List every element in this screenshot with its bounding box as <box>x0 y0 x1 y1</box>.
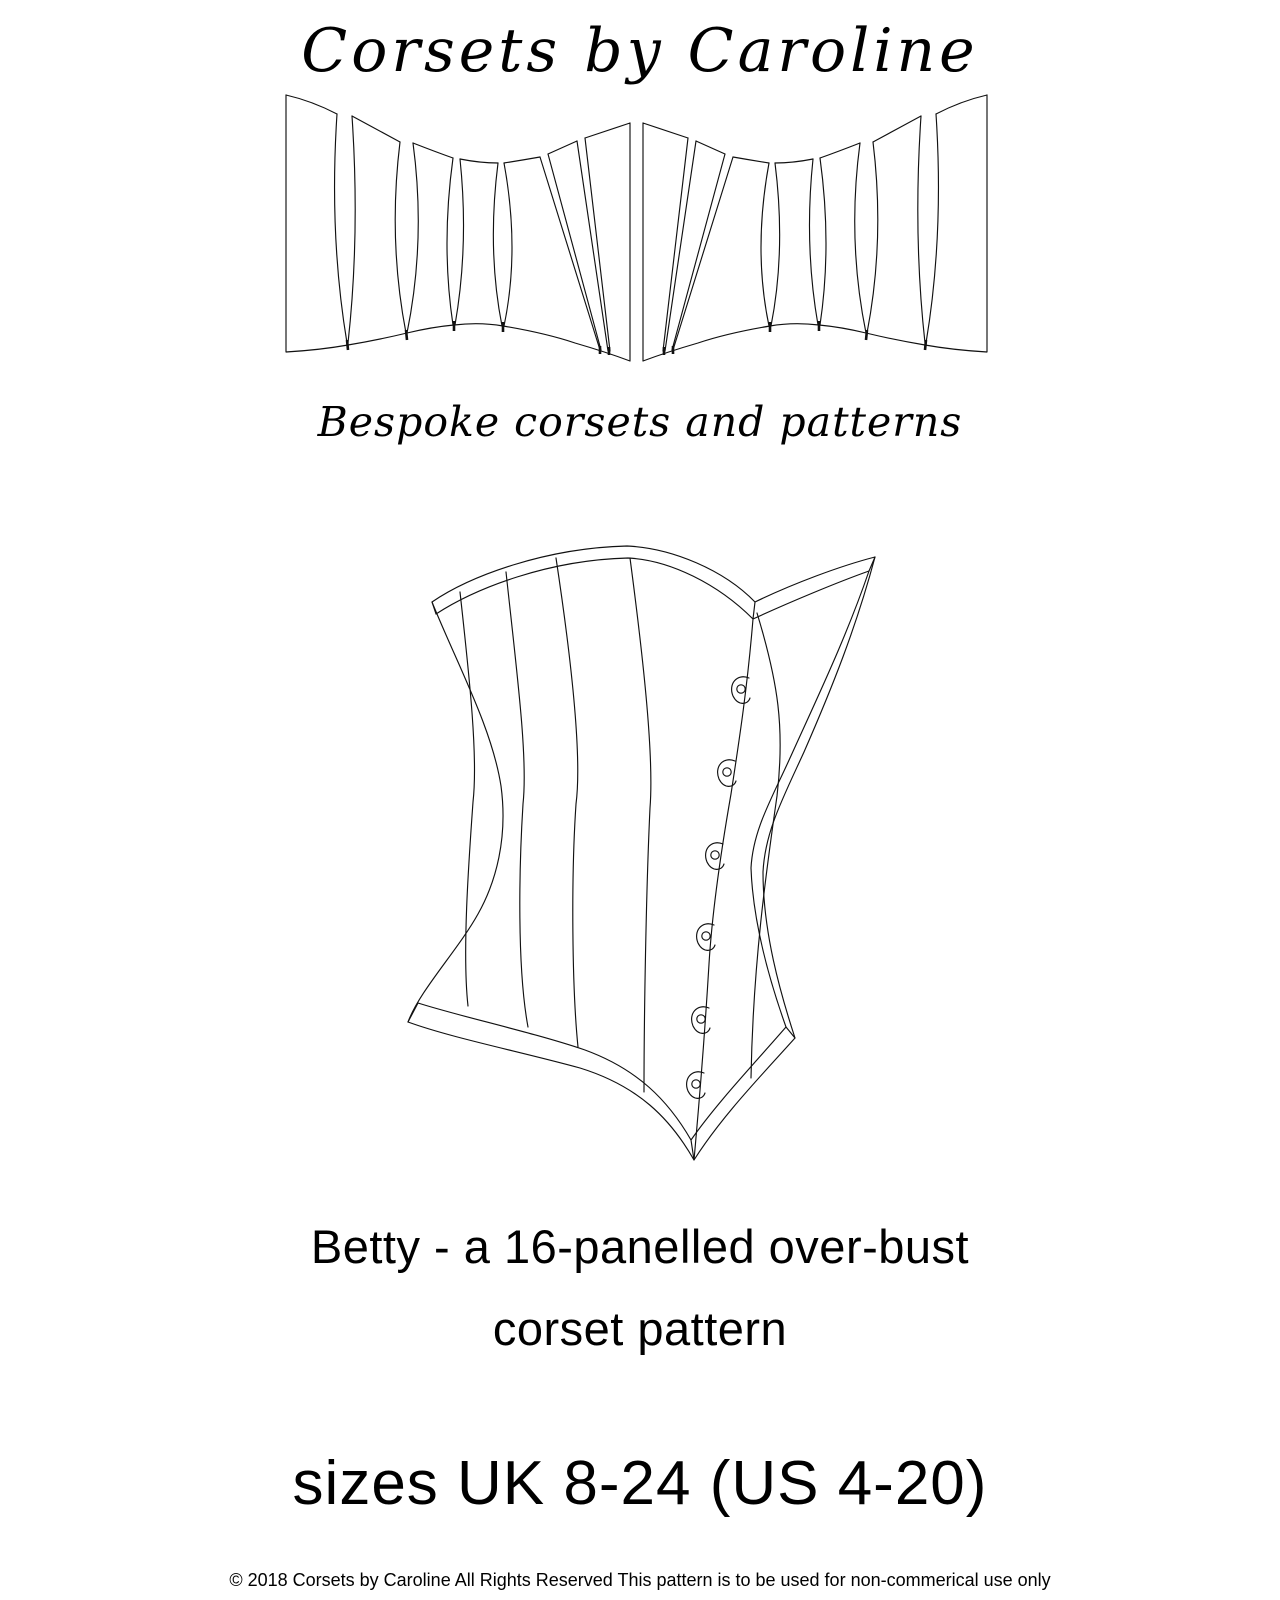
pattern-darts <box>335 114 610 351</box>
corset-right-edge <box>763 557 875 1038</box>
size-range: sizes UK 8-24 (US 4-20) <box>292 1449 988 1518</box>
flat-pattern-drawing <box>280 90 996 370</box>
flat-pattern-right-half <box>643 95 987 361</box>
busk-hook-icon <box>692 1007 710 1034</box>
brand-title: Corsets by Caroline <box>301 16 979 86</box>
corset-bottom-binding <box>408 1003 795 1160</box>
corset-busk-edge <box>694 619 753 1160</box>
pattern-panel-outline <box>286 95 630 361</box>
corset-illustration <box>400 535 882 1175</box>
corset-panel-seams <box>460 558 780 1092</box>
corset-top-binding <box>432 546 875 619</box>
copyright-footer: © 2018 Corsets by Caroline All Rights Reserved This pattern is to be used for non-commerical use only <box>229 1570 1051 1590</box>
corset-side-edges <box>408 557 875 1038</box>
corset-left-edge <box>408 602 503 1022</box>
flat-pattern-left-half <box>286 95 630 361</box>
pattern-title-line1: Betty - a 16-panelled over-bust <box>310 1220 970 1273</box>
pattern-title <box>0 1206 1280 1370</box>
busk-hooks <box>687 677 750 1099</box>
corset-back-facing-line <box>751 571 869 1027</box>
brand-tagline: Bespoke corsets and patterns <box>317 398 963 446</box>
busk-hook-icon <box>687 1072 705 1099</box>
pattern-title-line2: corset pattern <box>492 1302 788 1355</box>
